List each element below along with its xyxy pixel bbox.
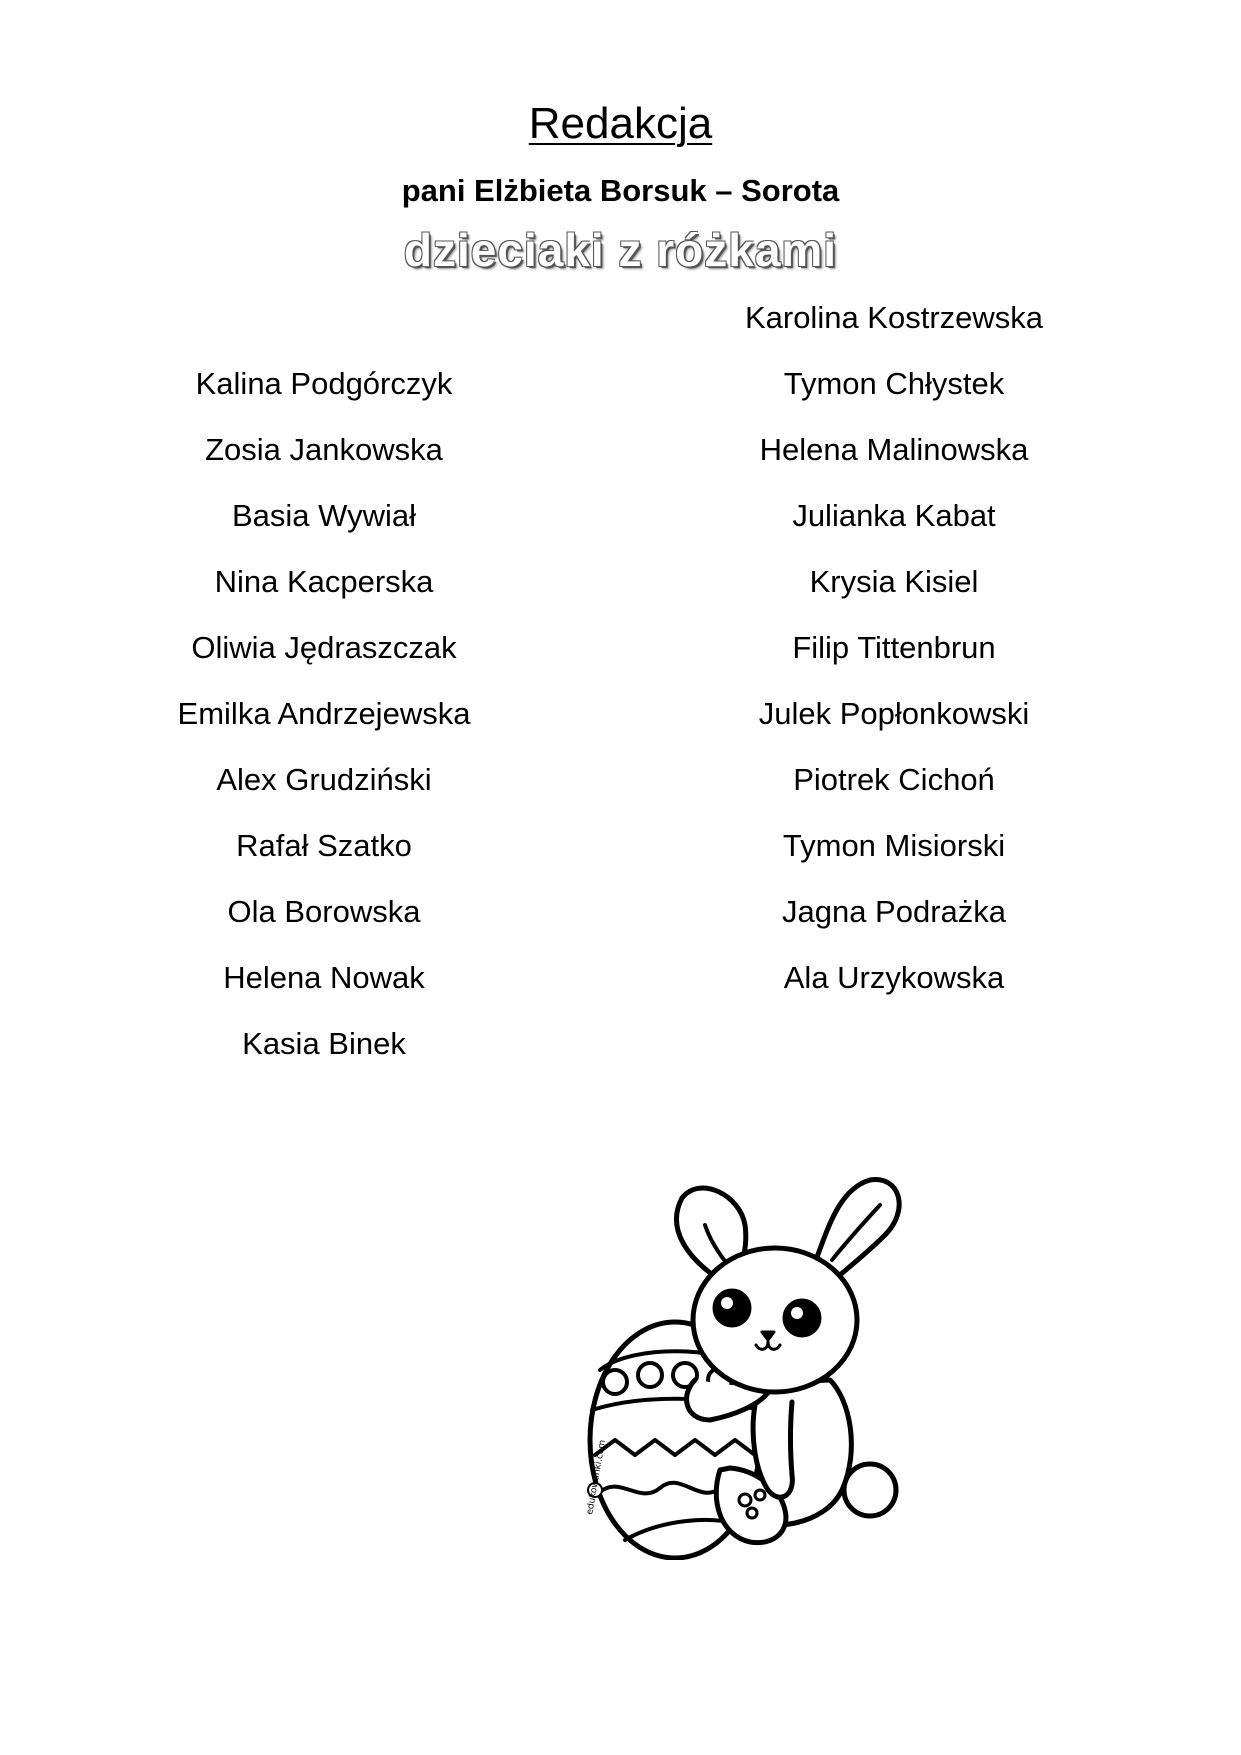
- list-item: Krysia Kisiel: [809, 564, 979, 599]
- list-item: Piotrek Cichoń: [793, 762, 995, 797]
- list-item: Tymon Chłystek: [783, 366, 1005, 401]
- list-item: Basia Wywiał: [231, 498, 417, 533]
- page-title: Redakcja: [528, 99, 713, 148]
- list-item: Zosia Jankowska: [205, 432, 443, 467]
- teacher-name: pani Elżbieta Borsuk – Sorota: [401, 173, 840, 208]
- list-item: Kasia Binek: [242, 1026, 406, 1061]
- list-item: Kalina Podgórczyk: [195, 366, 453, 401]
- group-name: dzieciaki z różkami: [403, 224, 838, 276]
- list-item: Karolina Kostrzewska: [744, 300, 1044, 335]
- list-item: Oliwia Jędraszczak: [191, 630, 457, 665]
- watermark: edukowanki.com: [585, 1439, 609, 1516]
- list-item: Julek Popłonkowski: [758, 696, 1030, 731]
- list-item: Tymon Misiorski: [782, 828, 1006, 863]
- list-item: Julianka Kabat: [792, 498, 996, 533]
- list-item: Jagna Podrażka: [781, 894, 1007, 929]
- list-item: Rafał Szatko: [236, 828, 412, 863]
- list-item: Nina Kacperska: [214, 564, 434, 599]
- list-item: Helena Malinowska: [759, 432, 1029, 467]
- list-item: Ala Urzykowska: [783, 960, 1005, 995]
- list-item: Emilka Andrzejewska: [177, 696, 471, 731]
- list-item: Alex Grudziński: [216, 762, 432, 797]
- list-item: Helena Nowak: [223, 960, 425, 995]
- list-item: Filip Tittenbrun: [792, 630, 996, 665]
- right-name-list: [634, 285, 1154, 1011]
- left-name-list: [64, 351, 584, 1077]
- list-item: Ola Borowska: [227, 894, 421, 929]
- easter-bunny-with-egg-icon: [570, 1170, 950, 1560]
